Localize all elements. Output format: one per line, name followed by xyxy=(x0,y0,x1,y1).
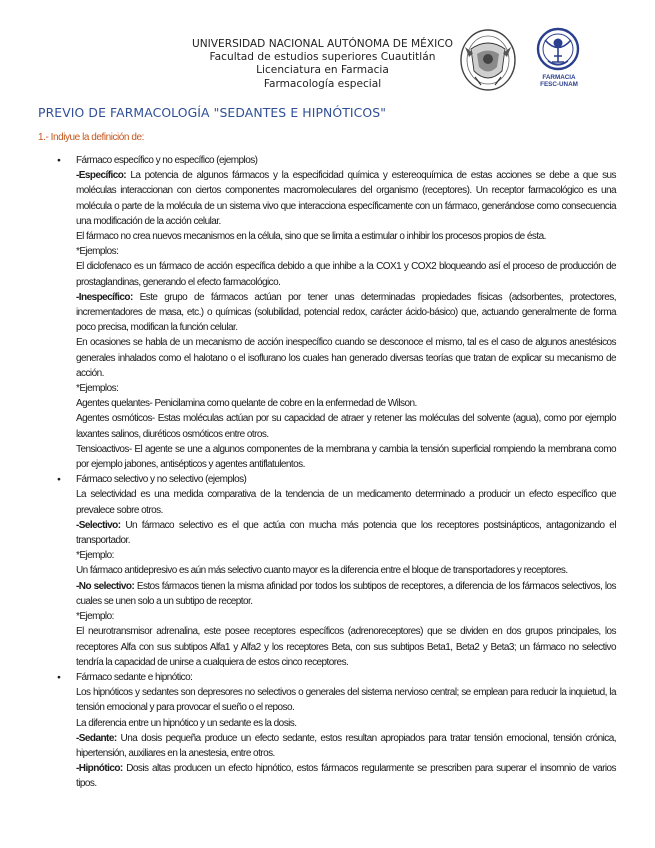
paragraph-sedante xyxy=(76,731,616,761)
paragraph-osmoticos: Agentes osmóticos- Estas moléculas actúan por su capacidad de atraer y retener las moléculas del solvente (agua), como por ejemplo laxantes salinos, diuréticos osmóticos entre otros. xyxy=(76,413,616,440)
bullet-selectivo: ● Fármaco selectivo y no selectivo (ejemplos) xyxy=(76,472,616,487)
document-header xyxy=(150,38,495,91)
paragraph-ejemplo-adrenalina: El neurotransmisor adrenalina, este posee receptores específicos (adrenoreceptores) que se dividen en dos grupos principales, los receptores Alfa con sus subtipos Alfa1 y Alfa2 y los receptores Beta, con sus subtipos Beta1, Beta2 y Beta3; un fármaco no selectivo tendría la capacidad de unirse a cualquiera de estos cinco receptores. xyxy=(76,626,616,668)
text-inespecifico: Este grupo de fármacos actúan por tener unas determinadas propiedades físicas (adsorbentes, protectores, incrementadores de masa, etc.) o químicas (solubilidad, potencial redox, carácter ácido-básico) que, actuando generalmente de forma poco precisa, modifican la función celular. xyxy=(76,291,616,334)
label-ejemplos-2: *Ejemplos: xyxy=(76,383,119,395)
paragraph-hipnoticos-sedantes: Los hipnóticos y sedantes son depresores no selectivos o generales del sistema nervioso central; se emplean para reducir la inquietud, la tensión emocional y para provocar el sueño o el reposo. xyxy=(76,687,616,714)
document-body xyxy=(76,153,616,792)
header-degree: Licenciatura en Farmacia xyxy=(256,64,389,77)
paragraph-selectivo xyxy=(76,518,616,548)
label-inespecifico: -Inespecífico: xyxy=(76,291,133,303)
paragraph-especifico xyxy=(76,168,616,229)
paragraph-selectividad: La selectividad es una medida comparativa de la tendencia de un medicamento determinado a producir un efecto específico que prevalece sobre otros. xyxy=(76,489,616,516)
label-sedante: -Sedante: xyxy=(76,732,117,744)
paragraph-hipnotico xyxy=(76,761,616,791)
fesc-logo-line2: FESC-UNAM xyxy=(540,81,578,89)
document-title: PREVIO DE FARMACOLOGÍA "SEDANTES E HIPNÓTICOS" xyxy=(38,105,387,120)
label-hipnotico: -Hipnótico: xyxy=(76,763,123,775)
label-ejemplo-2: *Ejemplo: xyxy=(76,611,114,623)
header-course: Farmacología especial xyxy=(263,77,382,90)
paragraph-tensioactivos: Tensioactivos- El agente se une a algunos componentes de la membrana y cambia la tensión superficial rompiendo la membrana como por ejemplo jabones, antisépticos y agentes antiflatulentos. xyxy=(76,443,616,471)
label-ejemplos-1: *Ejemplos: xyxy=(76,246,119,258)
question-1: 1.- Indiyue la definición de: xyxy=(38,132,144,143)
label-ejemplo-1: *Ejemplo: xyxy=(76,550,114,562)
text-no-selectivo: Estos fármacos tienen la misma afinidad por todos los subtipos de receptores, a diferencia de los fármacos selectivos, los cuales se unen solo a un subtipo de receptor. xyxy=(76,580,616,607)
label-selectivo: -Selectivo: xyxy=(76,519,121,531)
text-hipnotico: Dosis altas producen un efecto hipnótico, estos fármacos regularmente se prescriben para superar el insomnio de varios tipos. xyxy=(76,763,616,790)
label-especifico: -Específico: xyxy=(76,170,127,182)
paragraph-no-selectivo xyxy=(76,579,616,609)
paragraph-ejemplo-antidepresivo: Un fármaco antidepresivo es aún más selectivo cuanto mayor es la diferencia entre el bloque de transportadores y receptores. xyxy=(76,565,568,577)
fesc-logo-label xyxy=(530,74,588,88)
paragraph-inespecifico-2: En ocasiones se habla de un mecanismo de acción inespecífico cuando se desconoce el mismo, tal es el caso de algunos anestésicos generales inhalados como el halotano o el isoflurano los cuales han generado diversas teorías que tratan de explicar su mecanismo de acción. xyxy=(76,337,616,379)
header-faculty: Facultad de estudios superiores Cuautitlán xyxy=(209,51,436,64)
text-especifico: La potencia de algunos fármacos y la especificidad química y estereoquímica de estas acciones se debe a que sus moléculas interaccionan con ciertos componentes macromoleculares del organismo (receptores). Un receptor farmacológico es una molécula o parte de la molécula de un sistema vivo que interacciona específicamente con un fármaco, generándose como consecuencia una modificación de la acción celular. xyxy=(76,170,616,227)
bullet-sedante-hipnotico: ● Fármaco sedante e hipnótico: xyxy=(76,670,616,685)
fesc-logo-line1: FARMACIA xyxy=(542,74,576,81)
paragraph-diclofenaco: El diclofenaco es un fármaco de acción específica debido a que inhibe a la COX1 y COX2 bloqueando así el proceso de producción de prostaglandinas, generando el efecto farmacológico. xyxy=(76,261,616,288)
paragraph-especifico-2: El fármaco no crea nuevos mecanismos en la célula, sino que se limita a estimular o inhibir los procesos propios de ésta. xyxy=(76,231,546,243)
text-sedante: Una dosis pequeña produce un efecto sedante, estos resultan apropiados para tratar tensión emocional, tensión crónica, hipertensión, auxiliares en la anestesia, entre otros. xyxy=(76,732,616,759)
bullet-especifico: ● Fármaco específico y no específico (ejemplos) xyxy=(76,153,616,168)
label-no-selectivo: -No selectivo: xyxy=(76,580,135,592)
paragraph-inespecifico xyxy=(76,290,616,336)
paragraph-quelantes: Agentes quelantes- Penicilamina como quelante de cobre en la enfermedad de Wilson. xyxy=(76,398,417,410)
header-university: UNIVERSIDAD NACIONAL AUTÓNOMA DE MÉXICO xyxy=(192,38,453,50)
text-selectivo: Un fármaco selectivo es el que actúa con mucha más potencia que los receptores postsinápticos, antagonizando el transportador. xyxy=(76,519,616,547)
unam-seal-icon xyxy=(457,27,519,93)
paragraph-diferencia: La diferencia entre un hipnótico y un sedante es la dosis. xyxy=(76,717,297,729)
